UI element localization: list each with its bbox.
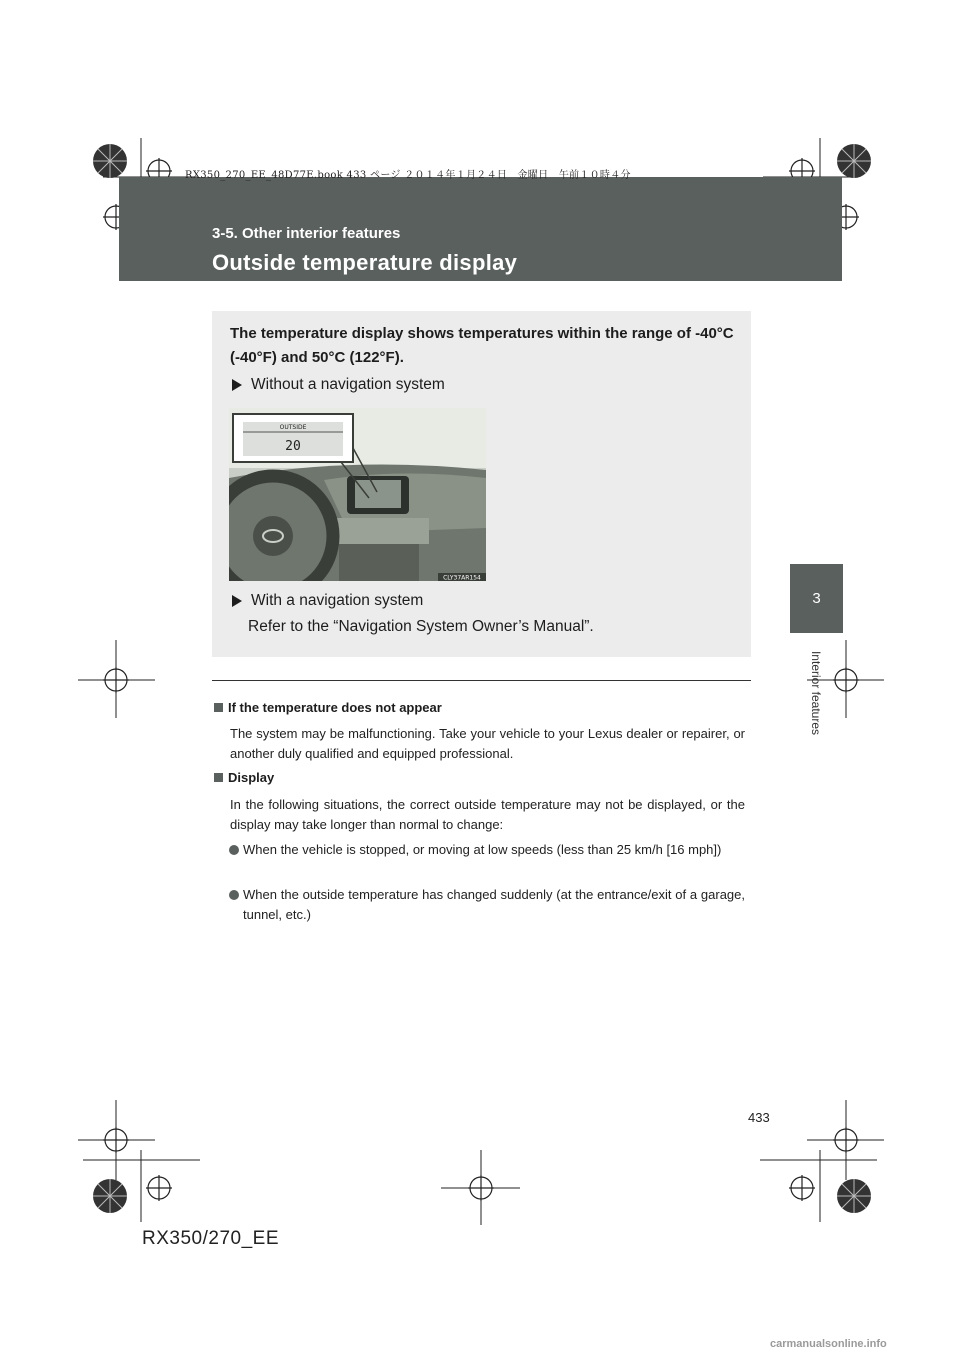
square-bullet-icon [214, 773, 223, 782]
print-info-line: RX350_270_EE_48D77E.book 433 ページ ２０１４年１月２４日 金曜日 午前１０時４分 [185, 170, 631, 181]
note-heading-display [214, 770, 274, 785]
triangle-bullet-icon [232, 595, 242, 607]
section-divider [212, 680, 751, 681]
list-item-text: When the vehicle is stopped, or moving at low speeds (less than 25 km/h [16 mph]) [243, 842, 722, 857]
intro-text: The temperature display shows temperatures within the range of -40°C (-40°F) and 50°C (122°F). [230, 325, 734, 366]
page-number: 433 [748, 1110, 770, 1125]
list-item [229, 840, 745, 860]
note-text-display: In the following situations, the correct outside temperature may not be displayed, or the display may take longer than normal to change: [230, 797, 745, 832]
site-watermark: carmanualsonline.info [770, 1338, 887, 1350]
section-label: 3-5. Other interior features [212, 225, 401, 242]
page-title: Outside temperature display [212, 250, 518, 275]
model-code: RX350/270_EE [142, 1228, 279, 1249]
round-bullet-icon [229, 845, 239, 855]
screen-value: 20 [285, 439, 301, 454]
navigation-manual-reference: Refer to the “Navigation System Owner’s Manual”. [248, 618, 594, 635]
note-title: If the temperature does not appear [228, 700, 442, 715]
note-text-no-temperature: The system may be malfunctioning. Take your vehicle to your Lexus dealer or repairer, or another duly qualified and equipped professional. [230, 726, 745, 761]
round-bullet-icon [229, 890, 239, 900]
note-title: Display [228, 770, 275, 785]
option-without-navigation [232, 376, 445, 394]
figure-code: CLY37AR154 [443, 574, 481, 581]
chapter-label [804, 640, 828, 745]
chapter-tab [790, 564, 843, 633]
option-label: Without a navigation system [251, 376, 445, 393]
option-label: With a navigation system [251, 592, 424, 609]
square-bullet-icon [214, 703, 223, 712]
chapter-number: 3 [812, 590, 821, 607]
option-with-navigation [232, 592, 423, 610]
list-item [229, 885, 745, 925]
list-item-text: When the outside temperature has changed suddenly (at the entrance/exit of a garage, tunnel, etc.) [243, 887, 745, 922]
dashboard-illustration [229, 408, 486, 581]
chapter-label-text: Interior features [809, 650, 824, 735]
triangle-bullet-icon [232, 379, 242, 391]
note-heading-no-temperature [214, 700, 442, 715]
screen-label: OUTSIDE [279, 424, 307, 431]
